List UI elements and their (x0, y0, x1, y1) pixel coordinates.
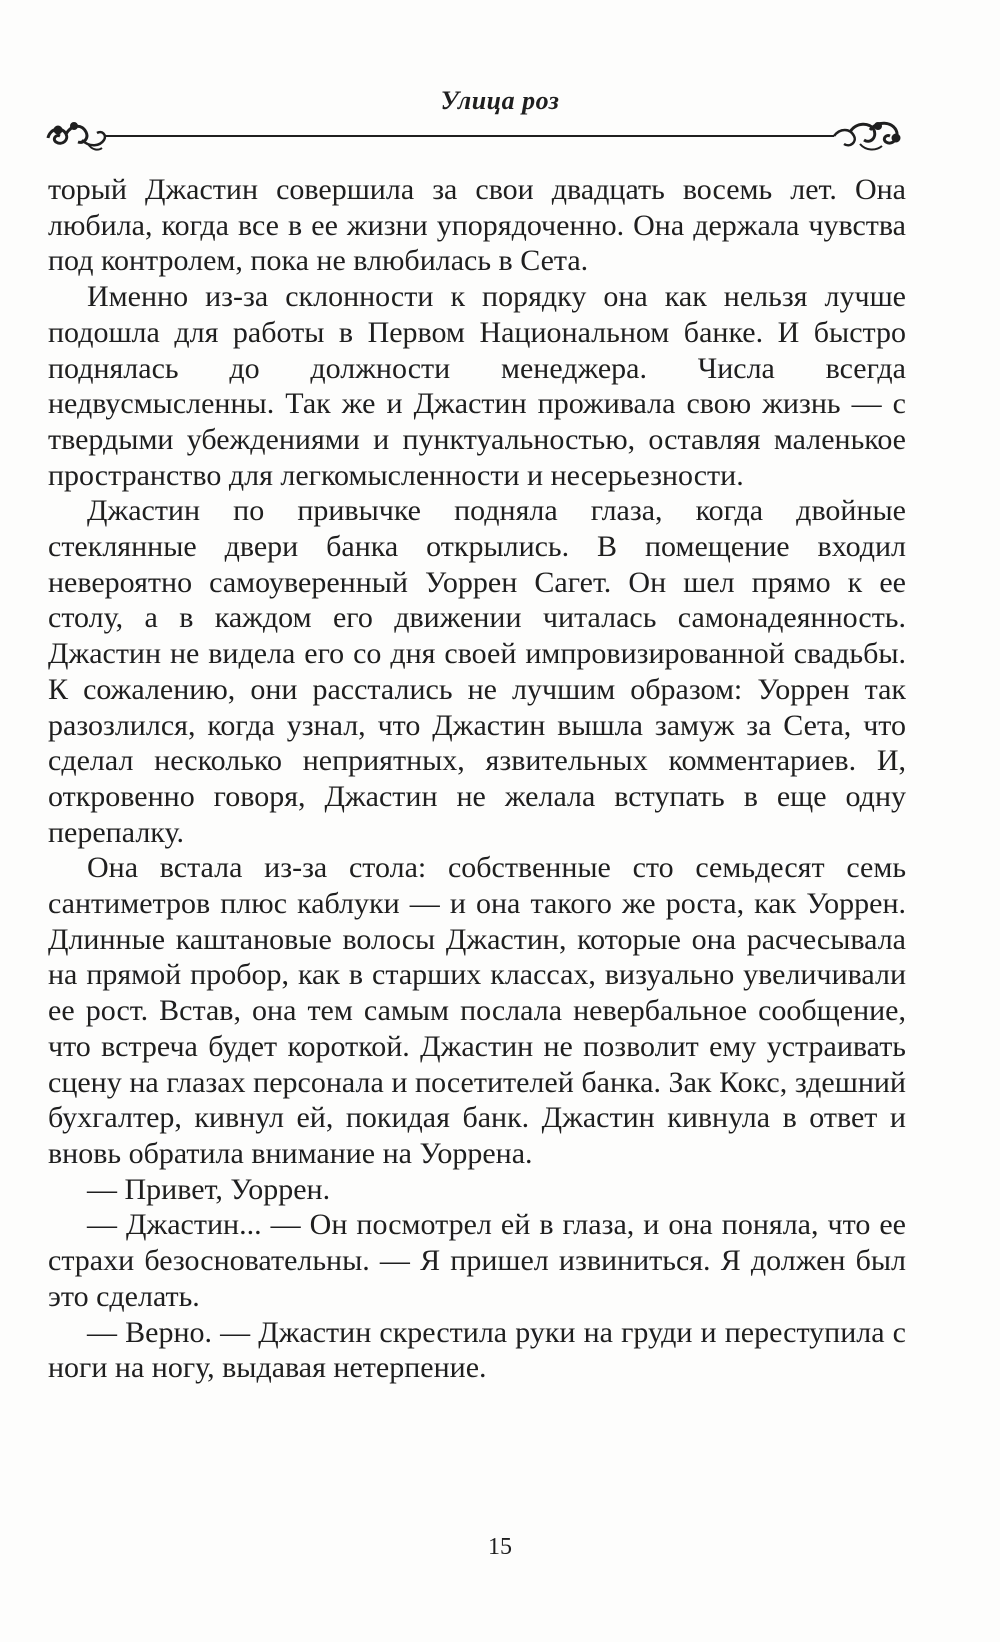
dialogue-line: — Джастин... — Он посмотрел ей в глаза, и она поняла, что ее страхи безосновательны. — Я пришел извиниться. Я должен был это сделать. (48, 1208, 906, 1313)
paragraph: Джастин по привычке подняла глаза, когда двойные стеклянные двери банка открылись. В помещение входил невероятно самоуверенный Уоррен Сагет. Он шел прямо к ее столу, а в каждом его движении читалась самонадеянность. Джастин не видела его со дня своей импровизированной свадьбы. К сожалению, они расстались не лучшим образом: Уоррен так разозлился, когда узнал, что Джастин вышла замуж за Сета, что сделал несколько неприятных, язвительных комментариев. И, откровенно говоря, Джастин не желала вступать в еще одну перепалку. (48, 494, 906, 849)
dialogue-line: — Привет, Уоррен. (87, 1172, 331, 1206)
ornamental-rule (44, 118, 910, 154)
body-text (48, 172, 906, 1386)
paragraph: Она встала из-за стола: собственные сто семьдесят семь сантиметров плюс каблуки — и она такого же роста, как Уоррен. Длинные каштановые волосы Джастин, которые она расчесывала на прямой пробор, как в старших классах, визуально увеличивали ее рост. Встав, она тем самым послала невербальное сообщение, что встреча будет короткой. Джастин не позволит ему устраивать сцену на глазах персонала и посетителей банка. Зак Кокс, здешний бухгалтер, кивнул ей, покидая банк. Джастин кивнула в ответ и вновь обратила внимание на Уоррена. (48, 851, 906, 1170)
left-floral-ornament-icon (48, 123, 105, 150)
dialogue-line: — Верно. — Джастин скрестила руки на груди и переступила с ноги на ногу, выдавая нетерпение. (48, 1315, 906, 1385)
page-number: 15 (488, 1534, 512, 1560)
paragraph: Именно из-за склонности к порядку она как нельзя лучше подошла для работы в Первом Национальном банке. И быстро поднялась до должности менеджера. Числа всегда недвусмысленны. Так же и Джастин проживала свою жизнь — с твердыми убеждениями и пунктуальностью, оставляя маленькое пространство для легкомысленности и несерьезности. (48, 280, 906, 492)
running-head-title: Улица роз (440, 86, 560, 115)
paragraph: торый Джастин совершила за свои двадцать восемь лет. Она любила, когда все в ее жизни упорядоченно. Она держала чувства под контролем, пока не влюбилась в Сета. (48, 173, 906, 278)
right-floral-ornament-icon (834, 123, 900, 150)
